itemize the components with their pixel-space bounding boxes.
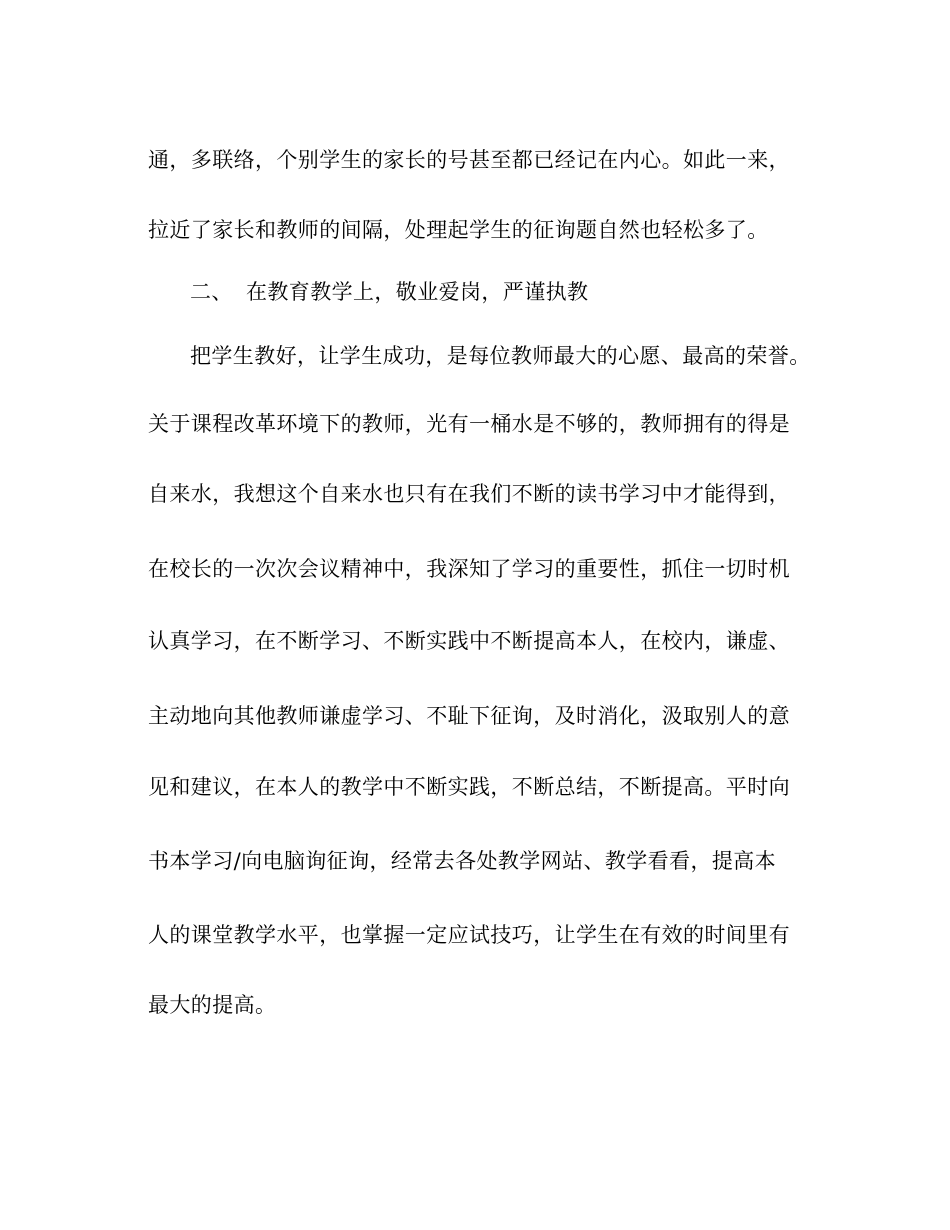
text-line: 见和建议，在本人的教学中不断实践，不断总结，不断提高。平时向 — [148, 775, 790, 799]
section-heading — [190, 278, 588, 306]
text-line: 通，多联络，个别学生的家长的号甚至都已经记在内心。如此一来， — [148, 148, 790, 172]
text-line: 书本学习/向电脑询征询，经常去各处教学网站、教学看看，提高本 — [148, 849, 777, 873]
text-line: 把学生教好，让学生成功，是每位教师最大的心愿、最高的荣誉。 — [190, 344, 811, 368]
section-number: 二、 — [190, 280, 233, 304]
text-line: 在校长的一次次会议精神中，我深知了学习的重要性，抓住一切时机 — [148, 557, 790, 581]
text-line: 主动地向其他教师谦虚学习、不耻下征询，及时消化，汲取别人的意 — [148, 704, 790, 728]
text-line: 拉近了家长和教师的间隔，处理起学生的征询题自然也轻松多了。 — [148, 218, 769, 242]
text-line: 人的课堂教学水平，也掌握一定应试技巧，让学生在有效的时间里有 — [148, 923, 790, 947]
text-line: 关于课程改革环境下的教师，光有一桶水是不够的，教师拥有的得是 — [148, 412, 790, 436]
text-line: 自来水，我想这个自来水也只有在我们不断的读书学习中才能得到， — [148, 482, 790, 506]
text-line: 认真学习，在不断学习、不断实践中不断提高本人，在校内，谦虚、 — [148, 629, 790, 653]
section-title: 在教育教学上，敬业爱岗，严谨执教 — [246, 280, 589, 304]
text-line: 最大的提高。 — [148, 993, 277, 1017]
